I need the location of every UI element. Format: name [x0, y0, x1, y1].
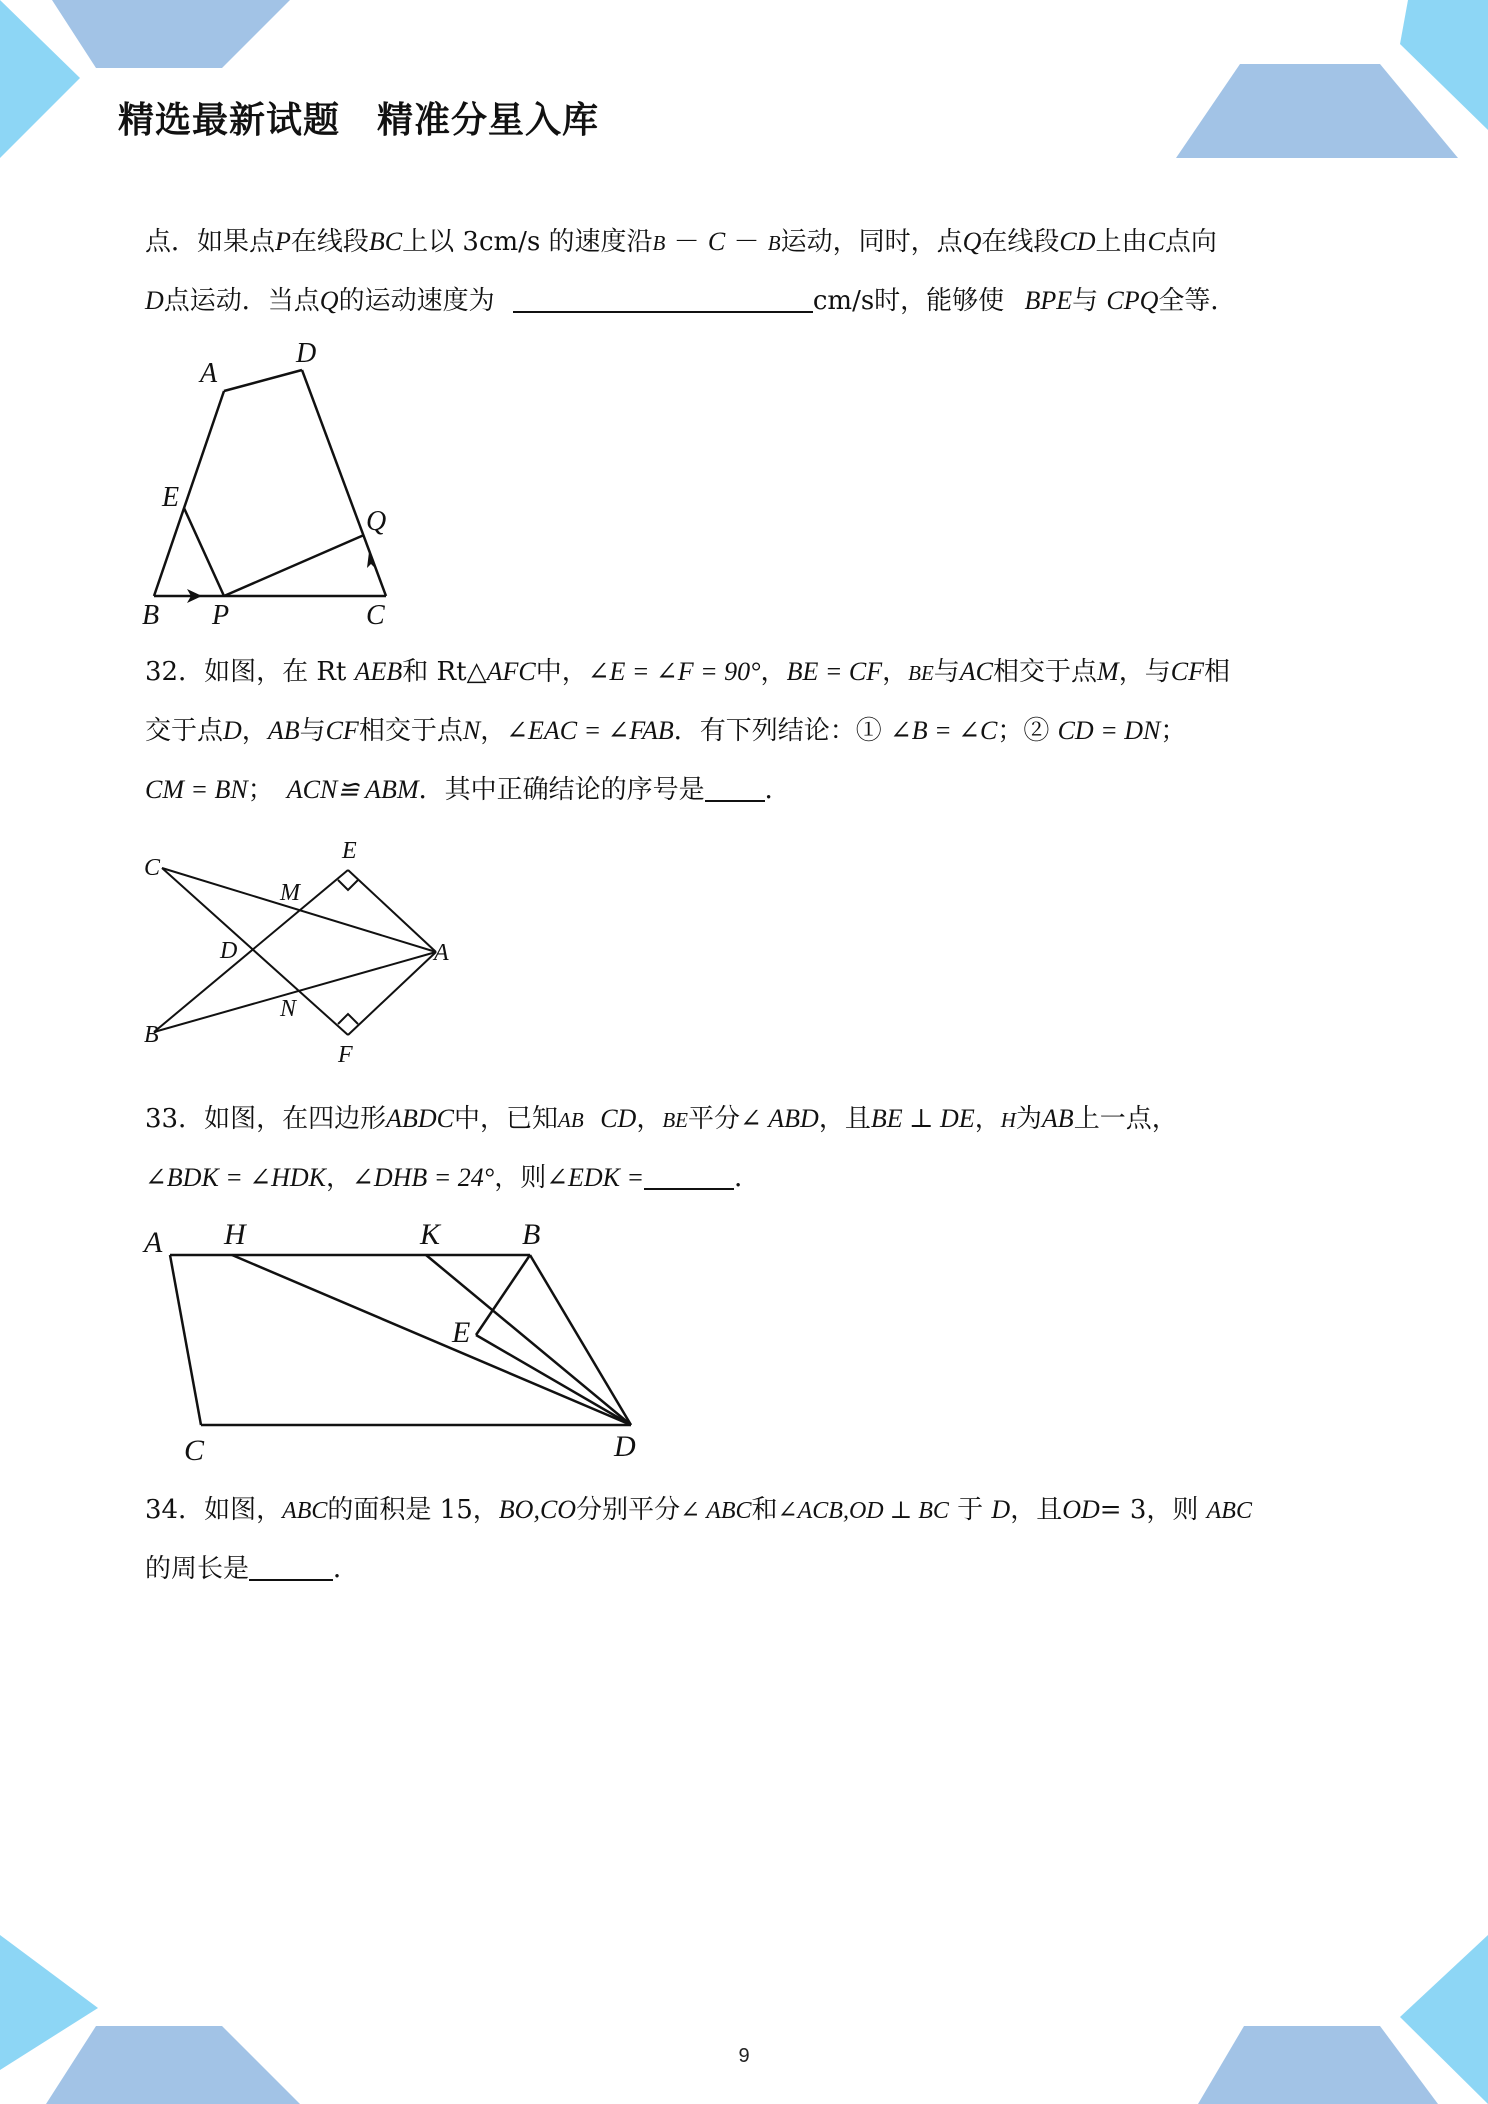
- label-H: H: [224, 1218, 246, 1251]
- q31-line-1: 点．如果点P在线段BC上以 3cm/s 的速度沿B － C － B运动，同时，点Q在线段CD上由C点向: [145, 227, 1217, 257]
- label-K: K: [420, 1218, 441, 1251]
- q32-line-1: 32．如图，在 Rt AEB和 Rt△AFC中，∠E = ∠F = 90°，BE = CF，BE与AC相交于点M，与CF相: [145, 657, 1230, 687]
- label-E: E: [342, 838, 357, 864]
- label-A: A: [144, 1226, 163, 1259]
- label-A: A: [200, 358, 218, 389]
- label-B: B: [144, 1022, 159, 1048]
- header-title: 精选最新试题 精准分星入库: [118, 100, 600, 141]
- q33-figure: [140, 1210, 660, 1470]
- label-M: M: [280, 880, 300, 906]
- q31-answer-blank[interactable]: [513, 285, 813, 313]
- label-D: D: [296, 338, 317, 369]
- q32-answer-blank[interactable]: [705, 774, 765, 802]
- label-B: B: [142, 600, 160, 631]
- q31-figure: [140, 330, 400, 640]
- q32-figure: [140, 830, 480, 1070]
- label-C: C: [144, 855, 161, 881]
- label-P: P: [212, 600, 230, 631]
- q33-line-2: ∠BDK = ∠HDK，∠DHB = 24°，则∠EDK = ．: [145, 1163, 761, 1193]
- label-C: C: [366, 600, 385, 631]
- label-F: F: [338, 1042, 353, 1068]
- label-A: A: [434, 940, 449, 966]
- label-E: E: [162, 482, 180, 513]
- label-D: D: [220, 938, 238, 964]
- arrow-on-cd: [367, 552, 377, 570]
- q33-answer-blank[interactable]: [644, 1162, 734, 1190]
- label-D: D: [614, 1430, 636, 1463]
- q34-line-1: 34．如图，ABC的面积是 15，BO,CO分别平分∠ ABC和∠ACB,OD ⊥ BC 于 D，且OD= 3，则 ABC: [145, 1495, 1252, 1525]
- decor-top-left-band: [52, 0, 290, 68]
- q34-line-2: 的周长是 ．: [145, 1554, 360, 1584]
- label-C: C: [184, 1434, 205, 1467]
- label-B: B: [522, 1218, 541, 1251]
- q31-line-2: D点运动．当点Q的运动速度为 cm/s时，能够使 BPE与 CPQ全等．: [145, 286, 1237, 316]
- q33-line-1: 33．如图，在四边形ABDC中，已知AB CD，BE平分∠ ABD，且BE ⊥ DE，H为AB上一点，: [145, 1104, 1178, 1134]
- q34-answer-blank[interactable]: [249, 1553, 333, 1581]
- q32-line-3: CM = BN； ACN≌ ABM．其中正确结论的序号是 ．: [145, 775, 791, 805]
- label-E: E: [452, 1316, 471, 1349]
- page-number: 9: [738, 2045, 750, 2067]
- label-Q: Q: [366, 506, 387, 537]
- decor-top-right-trapezoid: [1176, 64, 1458, 158]
- q32-line-2: 交于点D，AB与CF相交于点N，∠EAC = ∠FAB．有下列结论：① ∠B = ∠C；② CD = DN；: [145, 716, 1187, 746]
- label-N: N: [280, 996, 297, 1022]
